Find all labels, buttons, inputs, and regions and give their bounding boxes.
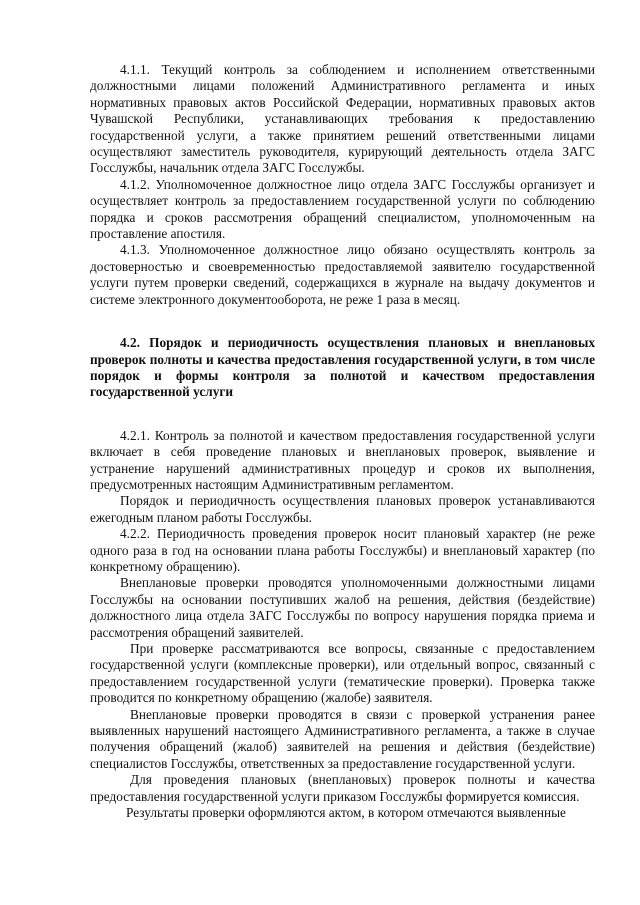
section-heading-4-2: 4.2. Порядок и периодичность осуществления плановых и внеплановых проверок полноты и качества предоставления государственной услуги, в том числе порядок и формы контроля за полнотой и качеством предоставления государственной услуги bbox=[90, 335, 595, 400]
paragraph-4-1-3: 4.1.3. Уполномоченное должностное лицо обязано осуществлять контроль за достоверностью и своевременностью предоставляемой заявителю государственной услуги путем проверки сведений, содержащихся в журнале на выдачу документов и системе электронного документооборота, не реже 1 раза в месяц. bbox=[90, 242, 595, 307]
paragraph-4-2-1: 4.2.1. Контроль за полнотой и качеством предоставления государственной услуги включает в себя проведение плановых и внеплановых проверок, выявление и устранение нарушений административных процедур и сроков их выполнения, предусмотренных настоящим Административным регламентом. bbox=[90, 427, 595, 492]
paragraph-planned-inspections: Порядок и периодичность осуществления плановых проверок устанавливаются ежегодным планом работы Госслужбы. bbox=[90, 493, 595, 525]
paragraph-4-1-2: 4.1.2. Уполномоченное должностное лицо отдела ЗАГС Госслужбы организует и осуществляет контроль за предоставлением государственной услуги по соблюдению порядка и сроков рассмотрения обращений специалистом, уполномоченным на проставление апостиля. bbox=[90, 176, 595, 242]
paragraph-4-2-2: 4.2.2. Периодичность проведения проверок носит плановый характер (не реже одного раза в год на основании плана работы Госслужбы) и внеплановый характер (по конкретному обращению). bbox=[90, 526, 595, 574]
paragraph-commission: Для проведения плановых (внеплановых) проверок полноты и качества предоставления государственной услуги приказом Госслужбы формируется комиссия. bbox=[90, 772, 595, 804]
paragraph-unplanned-inspections: Внеплановые проверки проводятся уполномоченными должностными лицами Госслужбы на основании поступивших жалоб на решения, действия (бездействие) должностного лица отдела ЗАГС Госслужбы по вопросу нарушения порядка приема и рассмотрения обращений заявителей. bbox=[90, 575, 595, 640]
paragraph-4-1-1: 4.1.1. Текущий контроль за соблюдением и исполнением ответственными должностными лицами положений Административного регламента и иных нормативных правовых актов Российской Федерации, нормативных правовых актов Чувашской Республики, устанавливающих требования к предоставлению государственной услуги, а также принятием решений ответственными лицами осуществляют заместитель руководителя, курирующий деятельность отдела ЗАГС Госслужбы, начальник отдела ЗАГС Госслужбы. bbox=[90, 62, 595, 176]
document-body bbox=[90, 62, 595, 821]
paragraph-inspection-scope: При проверке рассматриваются все вопросы, связанные с предоставлением государственной услуги (комплексные проверки), или отдельный вопрос, связанный с предоставлением государственной услуги (тематические проверки). Проверка также проводится по конкретному обращению (жалобе) заявителя. bbox=[90, 641, 595, 706]
paragraph-results: Результаты проверки оформляются актом, в котором отмечаются выявленные bbox=[126, 805, 566, 821]
paragraph-unplanned-reasons: Внеплановые проверки проводятся в связи с проверкой устранения ранее выявленных нарушений настоящего Административного регламента, а также в случае получения обращений (жалоб) заявителей на решения и действия (бездействие) специалистов Госслужбы, ответственных за предоставление государственной услуги. bbox=[90, 706, 595, 771]
